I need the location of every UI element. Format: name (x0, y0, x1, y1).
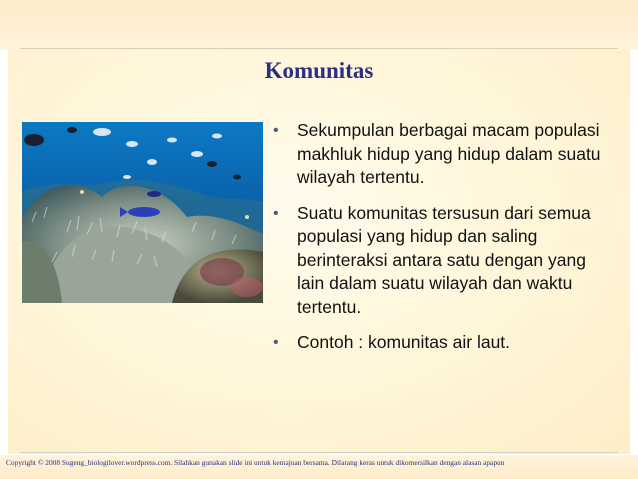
bullet-list (270, 119, 620, 367)
bullet-dot-icon: • (273, 334, 279, 351)
slide-title-text: Komunitas (264, 58, 374, 83)
coral-reef-illustration (22, 122, 263, 303)
bullet-dot-icon: • (273, 204, 279, 222)
list-item (270, 119, 620, 190)
header-band (0, 0, 638, 50)
bullet-text: Contoh : komunitas air laut. (297, 332, 511, 352)
footer-band (0, 455, 638, 479)
copyright-footer: Copyright © 2008 Sugeng_biologilover.wordpress.com. Silahkan gunakan slide ini untuk kemajuan bersama. Dilarang keras untuk dikomersilkan dengan alasan apapun (6, 458, 505, 467)
list-item (270, 202, 620, 320)
slide-title (0, 58, 638, 84)
top-divider (20, 48, 618, 49)
coral-reef-photo (22, 122, 263, 303)
bottom-divider (20, 452, 618, 453)
bullet-text: Suatu komunitas tersusun dari semua populasi yang hidup dan saling berinteraksi antara satu dengan yang lain dalam suatu wilayah dan waktu tertentu. (297, 202, 591, 317)
bullet-dot-icon: • (273, 122, 279, 139)
bullet-text: Sekumpulan berbagai macam populasi makhluk hidup yang hidup dalam suatu wilayah tertentu. (297, 120, 601, 187)
list-item (270, 331, 620, 355)
